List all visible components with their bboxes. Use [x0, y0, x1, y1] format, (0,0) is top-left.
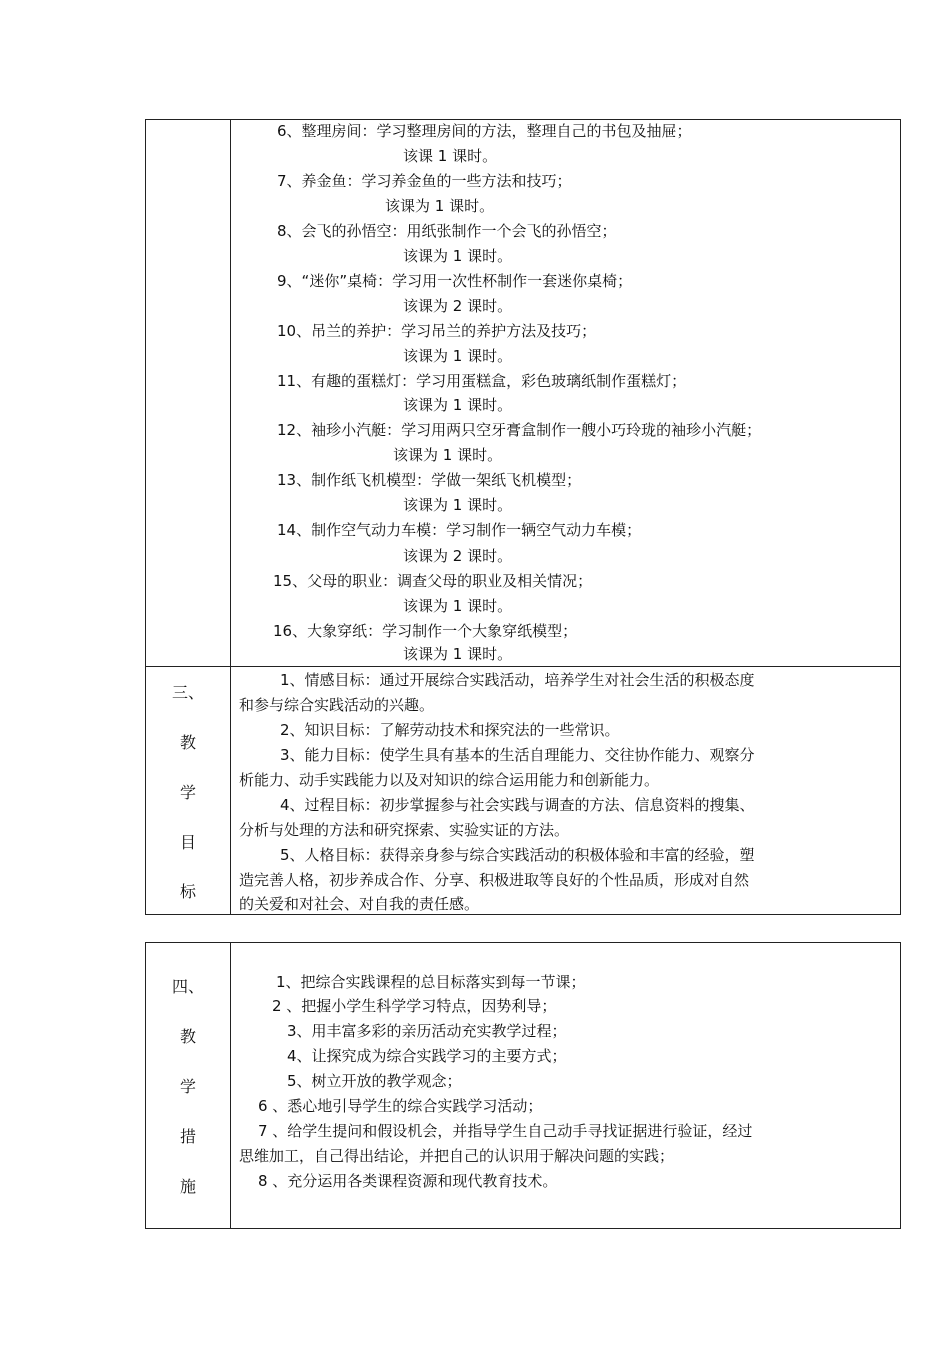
goal-text: 的关爱和对社会、对自我的责任感。 [239, 895, 480, 913]
section-label-char: 施 [179, 1177, 196, 1196]
course-title: 13、制作纸飞机模型：学做一架纸飞机模型； [277, 471, 582, 489]
course-title: 12、袖珍小汽艇：学习用两只空牙膏盒制作一艘小巧玲珑的袖珍小汽艇； [277, 421, 762, 439]
section-label-char: 教 [179, 733, 196, 752]
goal-text: 析能力、动手实践能力以及对知识的综合运用能力和创新能力。 [239, 771, 660, 789]
course-hours: 该课为 1 课时。 [403, 645, 513, 663]
goal-text: 1、情感目标：通过开展综合实践活动，培养学生对社会生活的积极态度 [280, 671, 755, 689]
column-divider [230, 120, 231, 914]
section-label-char: 四、 [171, 977, 204, 996]
goal-text: 5、人格目标：获得亲身参与综合实践活动的积极体验和丰富的经验，塑 [280, 846, 755, 864]
section-label-char: 学 [179, 1077, 196, 1096]
course-title: 14、制作空气动力车模：学习制作一辆空气动力车模； [277, 521, 642, 539]
section-label-char: 目 [179, 833, 196, 852]
course-hours: 该课为 1 课时。 [385, 197, 495, 215]
course-hours: 该课为 1 课时。 [403, 597, 513, 615]
goal-text: 分析与处理的方法和研究探索、实验实证的方法。 [239, 821, 570, 839]
course-hours: 该课为 1 课时。 [403, 396, 513, 414]
column-divider [230, 943, 231, 1228]
course-hours: 该课为 1 课时。 [403, 247, 513, 265]
course-title: 11、有趣的蛋糕灯：学习用蛋糕盒，彩色玻璃纸制作蛋糕灯； [277, 372, 687, 390]
course-hours: 该课为 2 课时。 [403, 547, 513, 565]
goal-text: 3、能力目标：使学生具有基本的生活自理能力、交往协作能力、观察分 [280, 746, 755, 764]
section-label-char: 标 [179, 882, 196, 901]
course-title: 15、父母的职业：调查父母的职业及相关情况； [273, 572, 593, 590]
course-title: 7、养金鱼：学习养金鱼的一些方法和技巧； [277, 172, 572, 190]
section-label-char: 学 [179, 783, 196, 802]
goal-text: 2、知识目标：了解劳动技术和探究法的一些常识。 [280, 721, 620, 739]
measure-text: 7 、给学生提问和假设机会，并指导学生自己动手寻找证据进行验证，经过 [258, 1122, 753, 1140]
measures-table [145, 942, 901, 1229]
course-hours: 该课为 2 课时。 [403, 297, 513, 315]
course-hours: 该课 1 课时。 [403, 147, 498, 165]
measure-text: 4、让探究成为综合实践学习的主要方式； [287, 1047, 567, 1065]
measure-text: 思维加工，自己得出结论，并把自己的认识用于解决问题的实践； [239, 1147, 675, 1165]
course-title: 6、整理房间：学习整理房间的方法，整理自己的书包及抽屉； [277, 122, 692, 140]
measure-text: 3、用丰富多彩的亲历活动充实教学过程； [287, 1022, 567, 1040]
measure-text: 2 、把握小学生科学学习特点，因势利导； [272, 997, 557, 1015]
course-hours: 该课为 1 课时。 [403, 496, 513, 514]
goal-text: 4、过程目标：初步掌握参与社会实践与调查的方法、信息资料的搜集、 [280, 796, 755, 814]
measure-text: 6 、悉心地引导学生的综合实践学习活动； [258, 1097, 543, 1115]
course-title: 10、吊兰的养护：学习吊兰的养护方法及技巧； [277, 322, 597, 340]
course-title: 8、会飞的孙悟空：用纸张制作一个会飞的孙悟空； [277, 222, 617, 240]
goal-text: 造完善人格，初步养成合作、分享、积极进取等良好的个性品质，形成对自然 [239, 871, 750, 889]
section-label-char: 教 [179, 1027, 196, 1046]
measure-text: 1、把综合实践课程的总目标落实到每一节课； [276, 973, 586, 991]
goal-text: 和参与综合实践活动的兴趣。 [239, 696, 435, 714]
section-label-char: 三、 [171, 683, 204, 702]
section-label-char: 措 [179, 1127, 196, 1146]
course-hours: 该课为 1 课时。 [403, 347, 513, 365]
measure-text: 5、树立开放的教学观念； [287, 1072, 462, 1090]
course-title: 16、大象穿纸：学习制作一个大象穿纸模型； [273, 622, 578, 640]
course-title: 9、“迷你”桌椅：学习用一次性杯制作一套迷你桌椅； [277, 272, 633, 290]
measure-text: 8 、充分运用各类课程资源和现代教育技术。 [258, 1172, 558, 1190]
course-table [145, 119, 901, 915]
row-divider [146, 666, 900, 667]
course-hours: 该课为 1 课时。 [393, 446, 503, 464]
